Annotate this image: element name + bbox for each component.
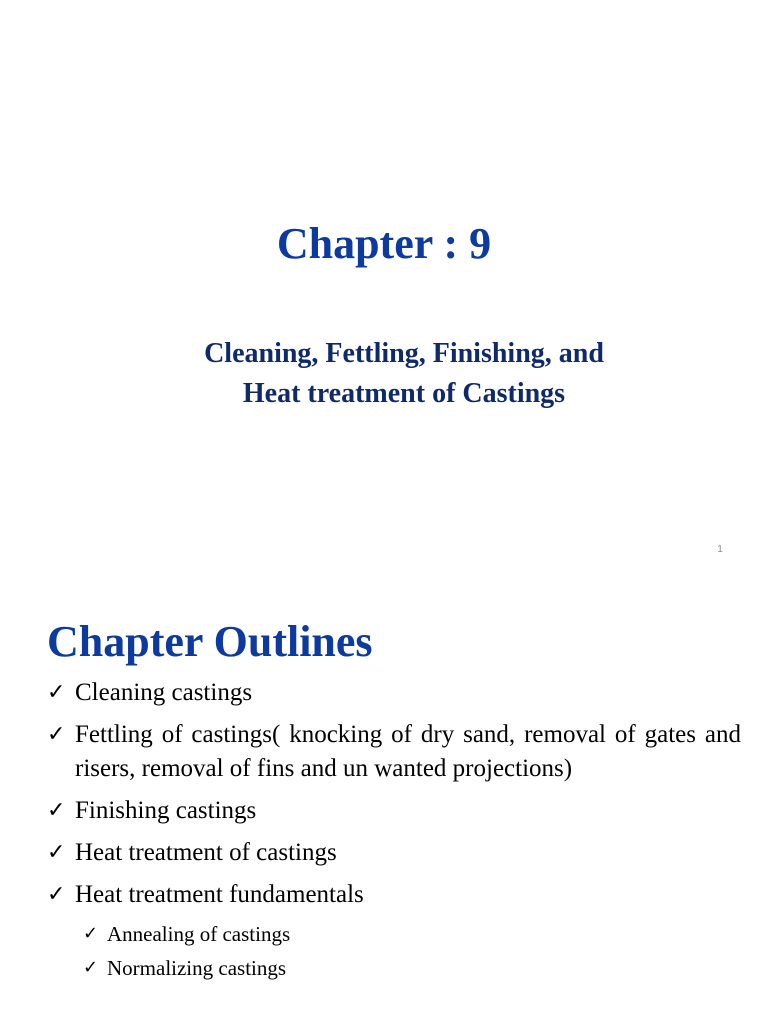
check-icon: ✓ (83, 957, 99, 978)
outline-item (47, 794, 741, 828)
check-icon: ✓ (83, 923, 99, 944)
check-icon: ✓ (47, 882, 66, 907)
outline-item (47, 718, 741, 786)
check-icon: ✓ (47, 798, 66, 823)
outline-subitem (47, 954, 741, 982)
check-icon: ✓ (47, 722, 66, 747)
outline-title: Chapter Outlines (47, 617, 373, 666)
outline-subitem-text: Annealing of castings (107, 922, 291, 946)
chapter-heading: Chapter : 9 (276, 219, 492, 268)
check-icon: ✓ (47, 680, 66, 705)
check-icon: ✓ (47, 840, 66, 865)
outline-subitem (47, 920, 741, 948)
subtitle-line-2: Heat treatment of Castings (242, 378, 566, 409)
outline-item (47, 676, 741, 710)
outline-item-text: Heat treatment of castings (75, 839, 337, 866)
outline-item-text: Heat treatment fundamentals (75, 881, 364, 908)
outline-subitem-text: Normalizing castings (107, 956, 287, 980)
outline-list (47, 676, 741, 988)
outline-item (47, 878, 741, 912)
outline-item-text: Fettling of castings( knocking of dry sand, removal of gates and risers, removal of fins and un wanted projections) (75, 721, 741, 782)
outline-slide (0, 576, 768, 1024)
slide-number: 1 (717, 544, 723, 555)
outline-item-text: Finishing castings (75, 797, 257, 824)
outline-item (47, 836, 741, 870)
subtitle-line-1: Cleaning, Fettling, Finishing, and (204, 338, 604, 369)
chapter-subtitle (20, 334, 768, 414)
outline-item-text: Cleaning castings (75, 679, 253, 706)
